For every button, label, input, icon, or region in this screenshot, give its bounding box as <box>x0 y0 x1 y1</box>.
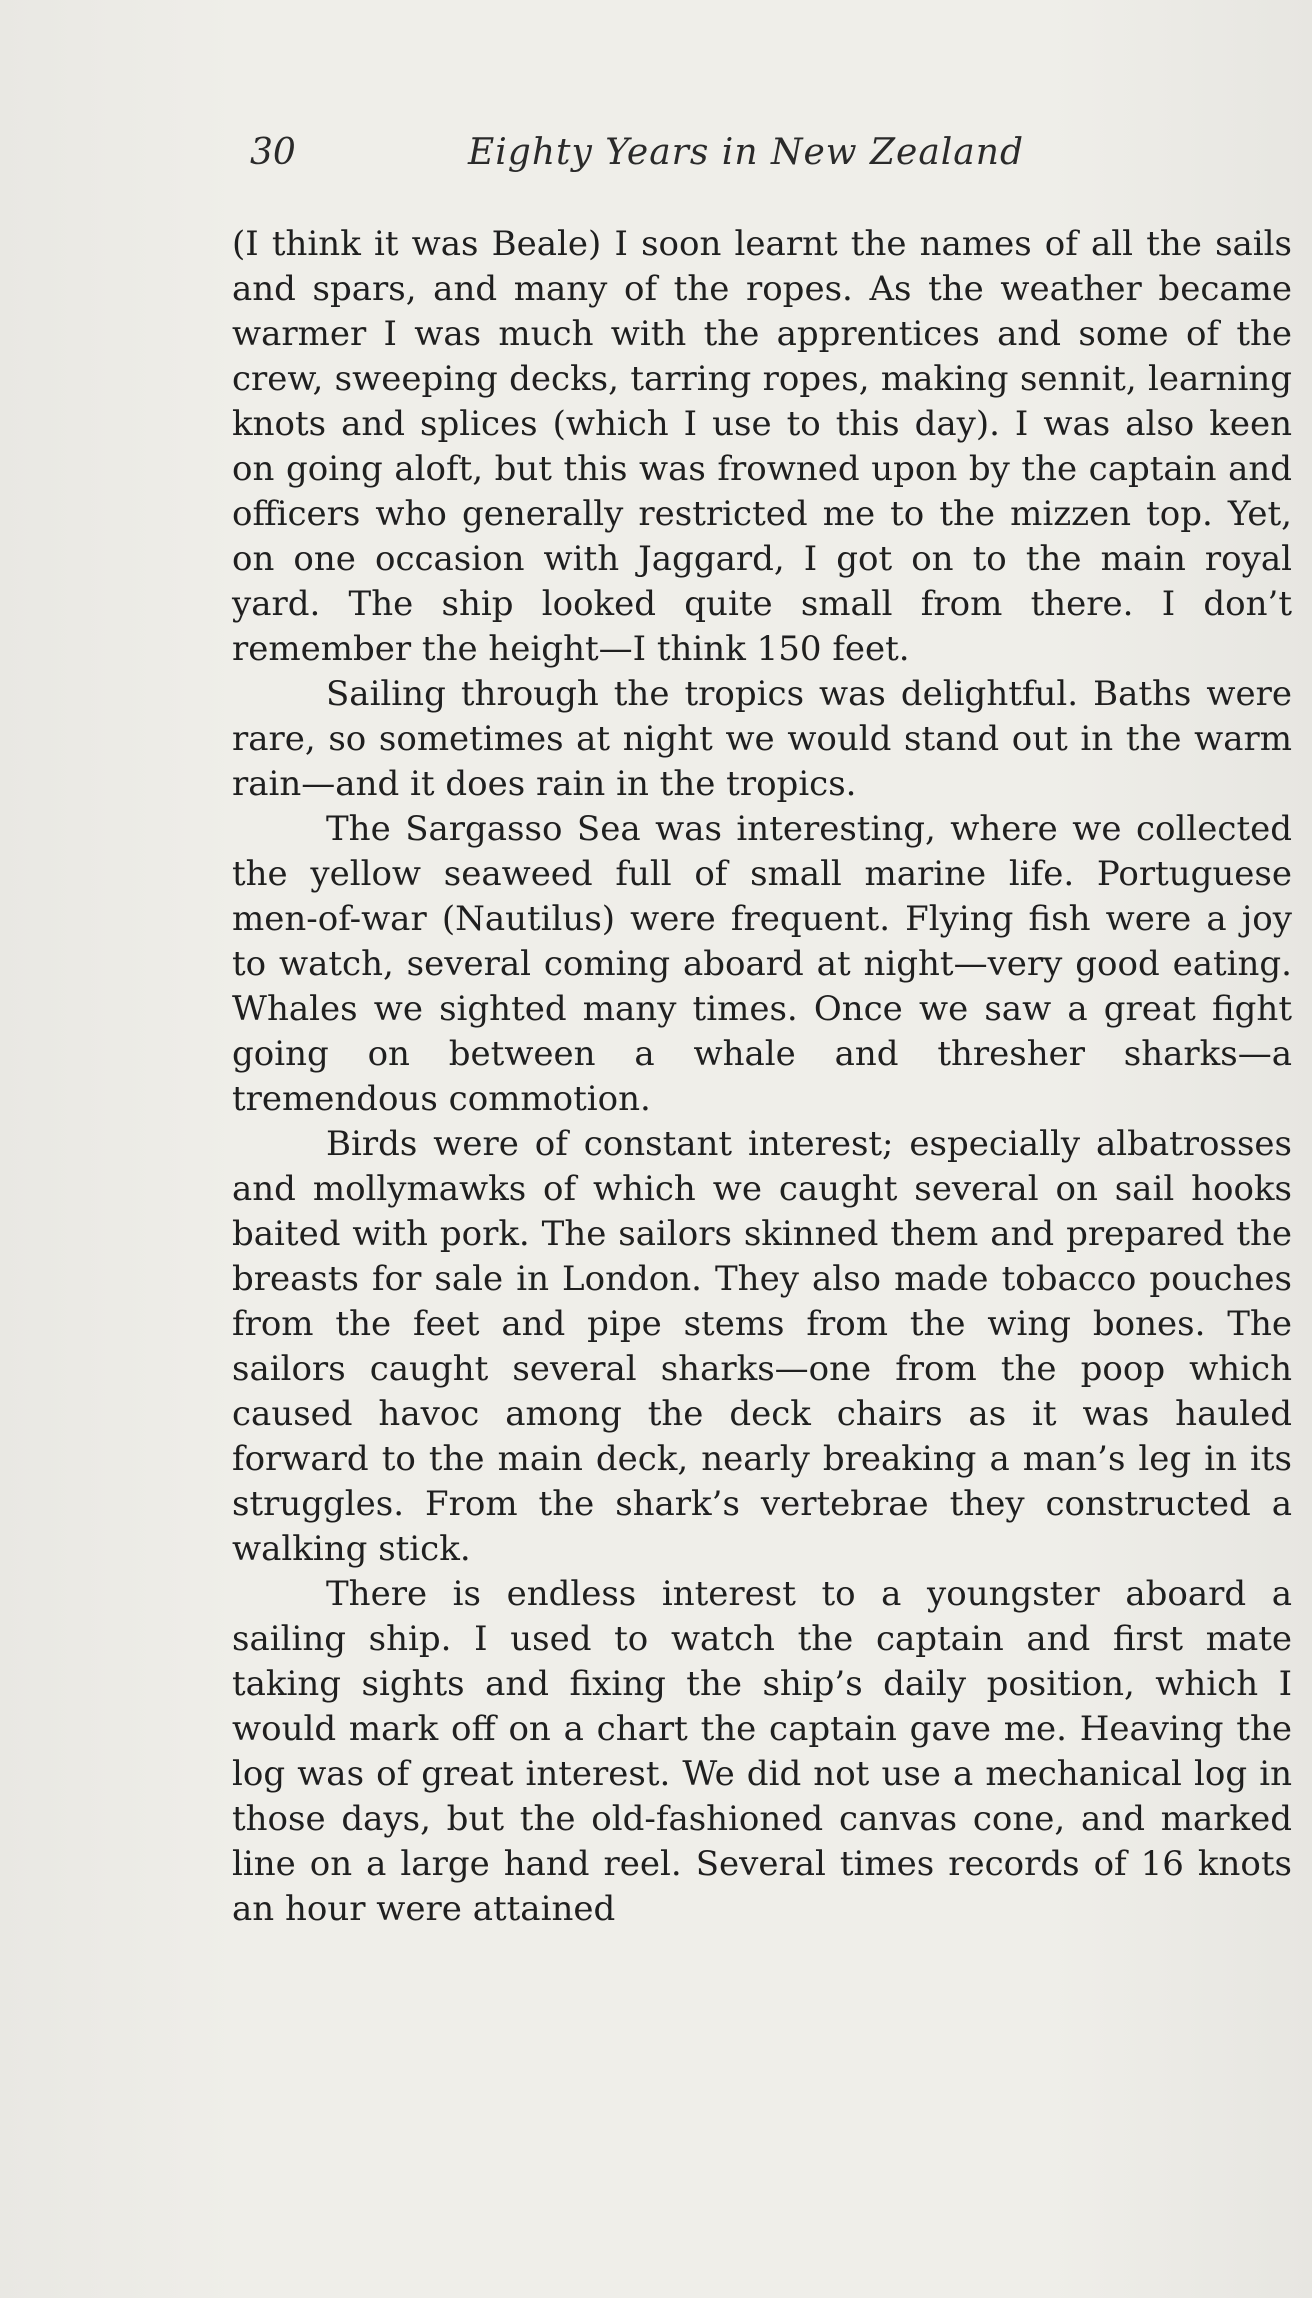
paragraph-tropics: Sailing through the tropics was delightful. Baths were rare, so sometimes at night we would stand out in the warm rain—and it does rain in the tropics. <box>232 674 1292 804</box>
running-title: Eighty Years in New Zealand <box>468 132 1024 173</box>
page-header <box>250 128 1300 188</box>
body-text <box>232 222 1292 1932</box>
paragraph-continuation: (I think it was Beale) I soon learnt the names of all the sails and spars, and many of the ropes. As the weather became warmer I was much with the apprentices and some of the crew, sweeping decks, tarring ropes, making sennit, learning knots and splices (which I use to this day). I was also keen on going aloft, but this was frowned upon by the captain and officers who generally restricted me to the mizzen top. Yet, on one occasion with Jaggard, I got on to the main royal yard. The ship looked quite small from there. I don’t remember the height—I think 150 feet. <box>232 224 1292 669</box>
paragraph-sailing-ship: There is endless interest to a youngster aboard a sailing ship. I used to watch the captain and first mate taking sights and fixing the ship’s daily position, which I would mark off on a chart the captain gave me. Heaving the log was of great interest. We did not use a mechanical log in those days, but the old-fashioned canvas cone, and marked line on a large hand reel. Several times records of 16 knots an hour were attained <box>232 1574 1292 1929</box>
paragraph-sargasso-sea: The Sargasso Sea was interesting, where we collected the yellow seaweed full of small marine life. Portuguese men-of-war (Nautilus) were frequent. Flying fish were a joy to watch, several coming aboard at night—very good eating. Whales we sighted many times. Once we saw a great fight going on between a whale and thresher sharks—a tremendous commotion. <box>232 809 1292 1119</box>
page-number: 30 <box>250 132 296 173</box>
paragraph-birds: Birds were of constant interest; especially albatrosses and mollymawks of which we caught several on sail hooks baited with pork. The sailors skinned them and prepared the breasts for sale in London. They also made tobacco pouches from the feet and pipe stems from the wing bones. The sailors caught several sharks—one from the poop which caused havoc among the deck chairs as it was hauled forward to the main deck, nearly breaking a man’s leg in its struggles. From the shark’s vertebrae they constructed a walking stick. <box>232 1124 1292 1569</box>
